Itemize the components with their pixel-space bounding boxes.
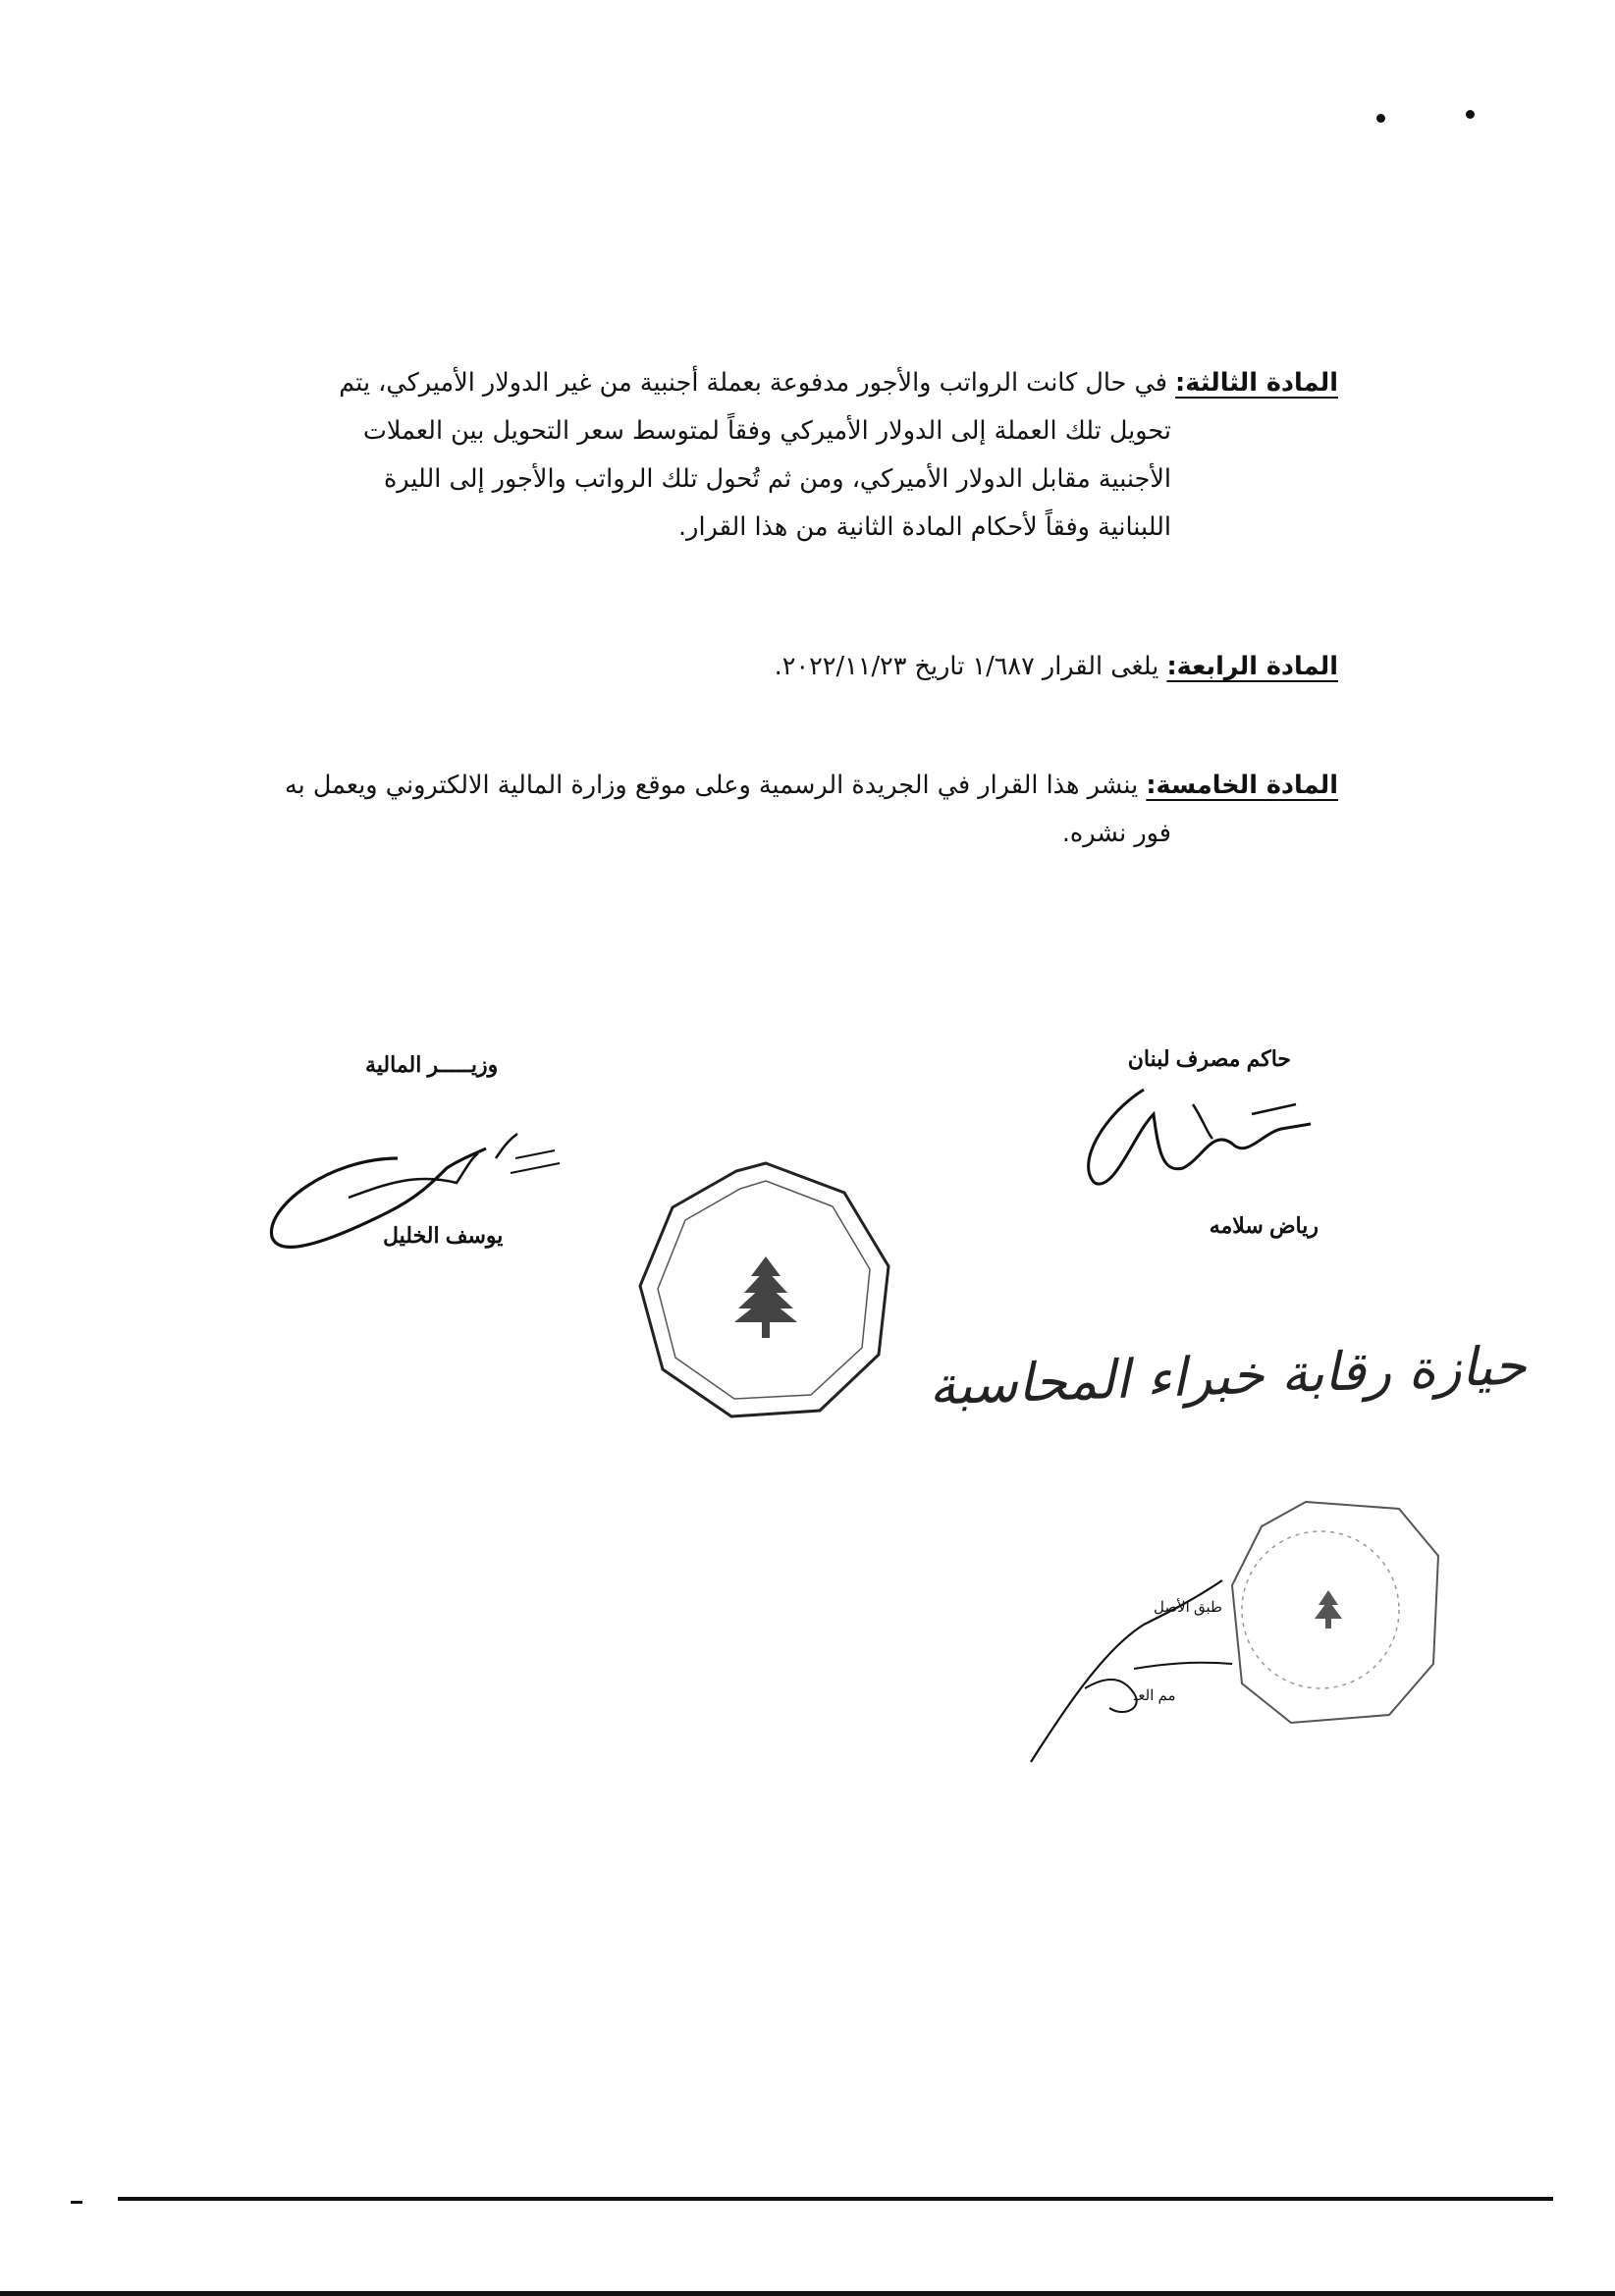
article-4 bbox=[278, 643, 1338, 691]
article-text: يلغى القرار ١/٦٨٧ تاريخ ٢٠٢٢/١١/٢٣. bbox=[774, 652, 1159, 681]
page-bottom-border bbox=[0, 2291, 1615, 2296]
footer-rule bbox=[118, 2197, 1553, 2201]
minister-name: يوسف الخليل bbox=[383, 1223, 504, 1248]
minister-signature bbox=[260, 1129, 574, 1266]
article-5 bbox=[278, 762, 1338, 858]
governor-signature bbox=[1065, 1075, 1320, 1212]
cedar-icon bbox=[734, 1256, 797, 1338]
article-text: ينشر هذا القرار في الجريدة الرسمية وعلى موقع وزارة المالية الالكتروني ويعمل به bbox=[284, 771, 1139, 800]
governor-title: حاكم مصرف لبنان bbox=[1127, 1046, 1291, 1071]
stamp-signature bbox=[1026, 1571, 1252, 1767]
minister-title: وزيـــــر المالية bbox=[365, 1052, 499, 1077]
corner-mark bbox=[1376, 114, 1385, 123]
governor-name: رياض سلامه bbox=[1209, 1213, 1319, 1238]
cedar-icon bbox=[1315, 1590, 1342, 1629]
article-label: المادة الرابعة: bbox=[1166, 652, 1338, 681]
article-3 bbox=[278, 359, 1338, 552]
stamp-text: مم العـ bbox=[1134, 1687, 1176, 1704]
footer-mark bbox=[71, 2201, 82, 2204]
official-seal bbox=[628, 1153, 903, 1428]
article-text: اللبنانية وفقاً لأحكام المادة الثانية من هذا القرار. bbox=[678, 512, 1171, 542]
article-text: الأجنبية مقابل الدولار الأميركي، ومن ثم تُحول تلك الرواتب والأجور إلى الليرة bbox=[383, 464, 1171, 494]
article-label: المادة الثالثة: bbox=[1175, 368, 1338, 398]
article-text: فور نشره. bbox=[1061, 819, 1171, 848]
article-text: تحويل تلك العملة إلى الدولار الأميركي وفقاً لمتوسط سعر التحويل بين العملات bbox=[362, 416, 1171, 446]
corner-mark bbox=[1466, 110, 1475, 119]
handwritten-note: حيازة رقابة خبراء المحاسبة bbox=[928, 1334, 1528, 1417]
certified-copy-stamp bbox=[1222, 1497, 1478, 1733]
stamp-text: طبق الأصل bbox=[1154, 1599, 1222, 1616]
article-label: المادة الخامسة: bbox=[1146, 771, 1338, 800]
article-text: في حال كانت الرواتب والأجور مدفوعة بعملة أجنبية من غير الدولار الأميركي، يتم bbox=[339, 368, 1167, 398]
